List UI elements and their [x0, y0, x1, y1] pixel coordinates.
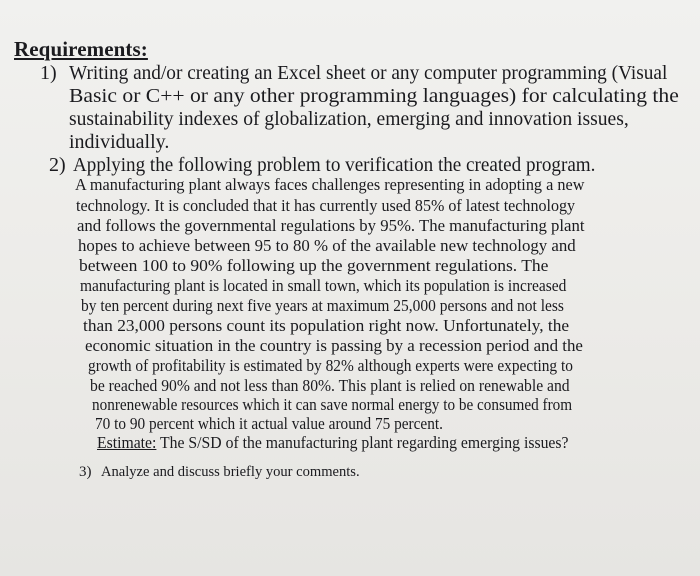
item-2-line-14: 70 to 90 percent which it actual value around 75 percent. — [95, 414, 443, 433]
item-2-line-5: hopes to achieve between 95 to 80 % of the available new technology and — [78, 236, 576, 255]
requirements-heading: Requirements: — [14, 37, 148, 61]
item-2-line-1: Applying the following problem to verification the created program. — [73, 154, 596, 176]
item-2-line-2: A manufacturing plant always faces challenges representing in adopting a new — [75, 175, 585, 194]
item-2-number: 2) — [49, 154, 66, 176]
item-1-line-3: sustainability indexes of globalization, emerging and innovation issues, — [69, 108, 629, 130]
item-2-line-10: economic situation in the country is passing by a recession period and the — [85, 336, 583, 355]
item-3-number: 3) — [79, 464, 92, 480]
estimate-label: Estimate: — [97, 433, 157, 452]
item-2-line-11: growth of profitability is estimated by 82% although experts were expecting to — [88, 356, 573, 375]
item-2-line-12: be reached 90% and not less than 80%. This plant is relied on renewable and — [90, 376, 570, 395]
item-1-line-4: individually. — [69, 131, 170, 153]
item-2-line-7: manufacturing plant is located in small town, which its population is increased — [80, 276, 567, 295]
item-2-line-4: and follows the governmental regulations by 95%. The manufacturing plant — [77, 216, 585, 235]
item-2-line-3: technology. It is concluded that it has currently used 85% of latest technology — [76, 196, 576, 215]
item-1-number: 1) — [40, 62, 57, 84]
item-1-line-1: Writing and/or creating an Excel sheet or any computer programming (Visual — [69, 62, 668, 84]
item-2-estimate-line — [97, 433, 569, 453]
item-3-line-1: Analyze and discuss briefly your comments. — [101, 464, 360, 480]
item-2-line-9: than 23,000 persons count its population right now. Unfortunately, the — [83, 316, 570, 335]
item-2-line-6: between 100 to 90% following up the government regulations. The — [79, 256, 549, 275]
estimate-text: The S/SD of the manufacturing plant regarding emerging issues? — [156, 433, 569, 452]
item-1-line-2: Basic or C++ or any other programming languages) for calculating the — [69, 85, 679, 107]
item-2-line-13: nonrenewable resources which it can save normal energy to be consumed from — [92, 395, 573, 414]
item-2-line-8: by ten percent during next five years at maximum 25,000 persons and not less — [81, 296, 564, 315]
